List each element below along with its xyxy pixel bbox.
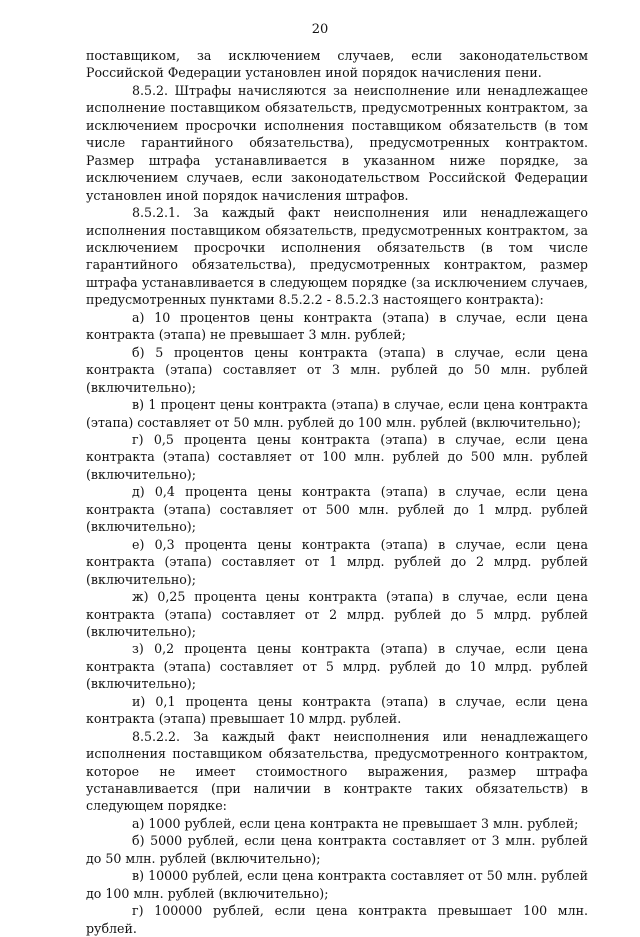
list-item-z: з) 0,2 процента цены контракта (этапа) в случае, если цена контракта (этапа) составляет от 5 млрд. рублей до 10 млрд. рублей (включительно); xyxy=(86,641,588,692)
document-body xyxy=(86,47,588,937)
list-item-zh: ж) 0,25 процента цены контракта (этапа) в случае, если цена контракта (этапа) составляет от 2 млрд. рублей до 5 млрд. рублей (включительно); xyxy=(86,589,588,639)
list-item-v-2: в) 10000 рублей, если цена контракта составляет от 50 млн. рублей до 100 млн. рублей (включительно); xyxy=(86,868,588,901)
list-item-a-2: а) 1000 рублей, если цена контракта не превышает 3 млн. рублей; xyxy=(132,815,579,831)
paragraph-8-5-2-1: 8.5.2.1. За каждый факт неисполнения или ненадлежащего исполнения поставщиком обязательств, предусмотренных контрактом, за исключением просрочки исполнения обязательств (в том числе гарантийного обязательства), предусмотренных контрактом, размер штрафа устанавливается в следующем порядке (за исключением случаев, предусмотренных пунктами 8.5.2.2 - 8.5.2.3 настоящего контракта): xyxy=(86,205,588,308)
paragraph-continuation: поставщиком, за исключением случаев, если законодательством Российской Федерации установлен иной порядок начисления пени. xyxy=(86,48,588,81)
list-item-e: е) 0,3 процента цены контракта (этапа) в случае, если цена контракта (этапа) составляет от 1 млрд. рублей до 2 млрд. рублей (включительно); xyxy=(86,536,588,587)
list-item-b-2: б) 5000 рублей, если цена контракта составляет от 3 млн. рублей до 50 млн. рублей (включительно); xyxy=(86,833,588,866)
paragraph-8-5-2-2: 8.5.2.2. За каждый факт неисполнения или ненадлежащего исполнения поставщиком обязательства, предусмотренного контрактом, которое не имеет стоимостного выражения, размер штрафа устанавливается (при наличии в контракте таких обязательств) в следующем порядке: xyxy=(86,728,588,814)
list-item-a: а) 10 процентов цены контракта (этапа) в случае, если цена контракта (этапа) не превышает 3 млн. рублей; xyxy=(86,309,588,343)
list-item-d: д) 0,4 процента цены контракта (этапа) в случае, если цена контракта (этапа) составляет от 500 млн. рублей до 1 млрд. рублей (включительно); xyxy=(86,484,588,535)
paragraph-8-5-2: 8.5.2. Штрафы начисляются за неисполнение или ненадлежащее исполнение поставщиком обязательств, предусмотренных контрактом, за исключением просрочки исполнения поставщиком обязательств (в том числе гарантийного обязательства), предусмотренных контрактом. Размер штрафа устанавливается в указанном ниже порядке, за исключением случаев, если законодательством Российской Федерации установлен иной порядок начисления штрафов. xyxy=(86,82,588,203)
list-item-b: б) 5 процентов цены контракта (этапа) в случае, если цена контракта (этапа) составляет от 3 млн. рублей до 50 млн. рублей (включительно); xyxy=(86,344,588,395)
list-item-v: в) 1 процент цены контракта (этапа) в случае, если цена контракта (этапа) составляет от 50 млн. рублей до 100 млн. рублей (включительно); xyxy=(86,397,588,430)
page-number: 20 xyxy=(311,22,329,37)
list-item-i: и) 0,1 процента цены контракта (этапа) в случае, если цена контракта (этапа) превышает 10 млрд. рублей. xyxy=(86,693,588,727)
list-item-g-2: г) 100000 рублей, если цена контракта превышает 100 млн. рублей. xyxy=(86,903,588,936)
list-item-g: г) 0,5 процента цены контракта (этапа) в случае, если цена контракта (этапа) составляет от 100 млн. рублей до 500 млн. рублей (включительно); xyxy=(86,431,588,482)
